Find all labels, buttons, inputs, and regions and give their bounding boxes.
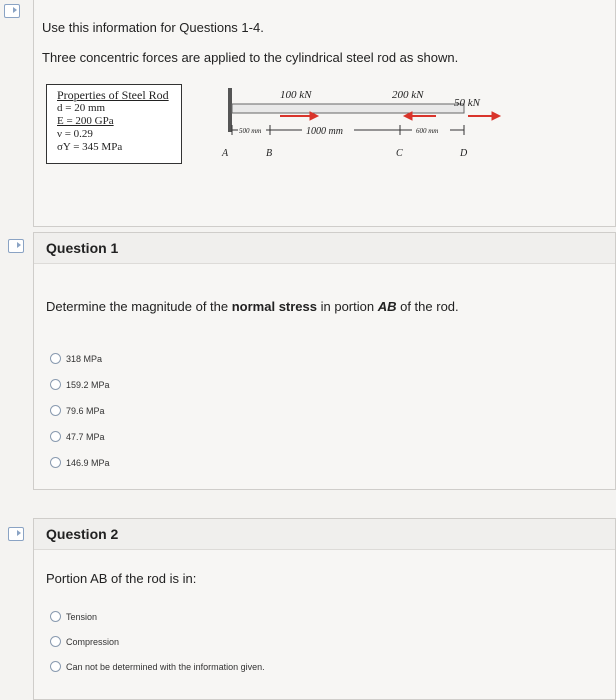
force-d-label: 50 kN — [454, 97, 480, 109]
q1-option[interactable]: 318 MPa — [50, 353, 102, 364]
question-2-header — [34, 519, 615, 550]
q1-option[interactable]: 79.6 MPa — [50, 405, 105, 416]
question-2-stem: Portion AB of the rod is in: — [46, 571, 197, 586]
point-a-label: A — [222, 148, 229, 159]
radio-button[interactable] — [50, 431, 61, 442]
point-c-label: C — [396, 148, 403, 159]
force-d-arrow — [468, 112, 500, 120]
question-1-stem: Determine the magnitude of the normal stress in portion AB of the rod. — [46, 299, 459, 314]
dim-bc-label: 1000 mm — [306, 126, 343, 137]
question-1-header — [34, 233, 615, 264]
dim-ab-label: 500 mm — [239, 127, 262, 135]
intro-line-2: Three concentric forces are applied to the cylindrical steel rod as shown. — [42, 50, 459, 65]
q1-option[interactable]: 146.9 MPa — [50, 457, 110, 468]
point-b-label: B — [266, 148, 273, 159]
info-panel — [33, 0, 616, 227]
properties-box — [46, 84, 182, 164]
q2-option[interactable]: Compression — [50, 636, 119, 647]
fixed-wall — [228, 88, 232, 132]
question-flag-icon[interactable] — [8, 239, 24, 253]
question-2-title: Question 2 — [46, 526, 119, 542]
question-2-panel — [33, 518, 616, 700]
q2-option[interactable]: Can not be determined with the information given. — [50, 661, 265, 672]
radio-button[interactable] — [50, 611, 61, 622]
q2-option[interactable]: Tension — [50, 611, 97, 622]
force-b-label: 100 kN — [280, 89, 312, 101]
intro-line-1: Use this information for Questions 1-4. — [42, 20, 264, 35]
point-d-label: D — [460, 148, 468, 159]
radio-button[interactable] — [50, 353, 61, 364]
prop-yield: σY = 345 MPa — [57, 141, 123, 153]
dim-cd-label: 600 mm — [416, 127, 439, 135]
question-1-title: Question 1 — [46, 240, 119, 256]
rod-diagram — [214, 84, 504, 174]
force-c-label: 200 kN — [392, 89, 424, 101]
q1-option[interactable]: 159.2 MPa — [50, 379, 110, 390]
radio-button[interactable] — [50, 379, 61, 390]
radio-button[interactable] — [50, 457, 61, 468]
radio-button[interactable] — [50, 405, 61, 416]
question-flag-icon[interactable] — [8, 527, 24, 541]
prop-diameter: d = 20 mm — [57, 102, 106, 114]
prop-poisson: ν = 0.29 — [57, 128, 93, 140]
question-flag-icon[interactable] — [4, 4, 20, 18]
steel-rod — [232, 104, 464, 113]
radio-button[interactable] — [50, 636, 61, 647]
radio-button[interactable] — [50, 661, 61, 672]
q1-option[interactable]: 47.7 MPa — [50, 431, 105, 442]
properties-title: Properties of Steel Rod — [57, 88, 169, 102]
question-1-panel — [33, 232, 616, 490]
prop-modulus: E = 200 GPa — [57, 115, 114, 127]
